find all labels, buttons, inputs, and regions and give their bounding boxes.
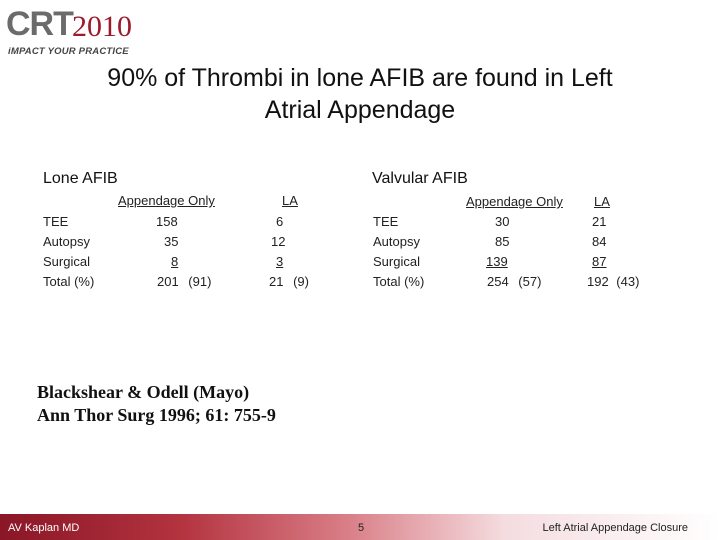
logo-year-text: 2010 xyxy=(72,10,132,43)
valvular-row-label: Autopsy xyxy=(373,234,420,249)
citation-journal: Ann Thor Surg 1996; 61: 755-9 xyxy=(37,405,276,425)
footer-topic: Left Atrial Appendage Closure xyxy=(542,522,688,534)
lone-row-label: Total (%) xyxy=(43,274,95,289)
citation xyxy=(37,381,276,427)
lone-cell-la: 6 xyxy=(276,214,284,229)
logo-crt-text: CRT xyxy=(6,5,73,43)
lone-col-appendage-header: Appendage Only xyxy=(118,193,215,208)
valvular-row-label: Surgical xyxy=(373,254,420,269)
lone-cell-appendage: 158 xyxy=(156,214,178,229)
lone-cell-appendage: 8 xyxy=(171,254,179,269)
lone-cell-appendage: 201 (91) xyxy=(157,274,212,289)
valvular-col-la-header: LA xyxy=(594,194,610,209)
valvular-row-label: TEE xyxy=(373,214,399,229)
lone-col-la-header: LA xyxy=(282,193,298,208)
lone-row-label: Autopsy xyxy=(43,234,90,249)
valvular-cell-la: 87 xyxy=(592,254,607,269)
lone-afib-heading: Lone AFIB xyxy=(43,170,118,187)
citation-authors: Blackshear & Odell (Mayo) xyxy=(37,382,250,402)
valvular-cell-appendage: 254 (57) xyxy=(487,274,542,289)
valvular-cell-la: 21 xyxy=(592,214,607,229)
crt-2010-logo xyxy=(6,6,146,58)
valvular-cell-la: 84 xyxy=(592,234,607,249)
valvular-row-label: Total (%) xyxy=(373,274,425,289)
lone-cell-appendage: 35 xyxy=(164,234,179,249)
lone-cell-la: 12 xyxy=(271,234,286,249)
valvular-cell-appendage: 30 xyxy=(495,214,510,229)
footer-page-number: 5 xyxy=(358,522,365,534)
lone-cell-la: 21 (9) xyxy=(269,274,309,289)
footer-author: AV Kaplan MD xyxy=(8,522,80,534)
lone-row-label: Surgical xyxy=(43,254,90,269)
valvular-cell-la: 192 (43) xyxy=(587,274,640,289)
lone-row-label: TEE xyxy=(43,214,69,229)
logo-tagline: iMPACT YOUR PRACTICE xyxy=(8,46,129,57)
valvular-cell-appendage: 85 xyxy=(495,234,510,249)
slide-title xyxy=(40,62,680,126)
valvular-cell-appendage: 139 xyxy=(486,254,508,269)
lone-cell-la: 3 xyxy=(276,254,284,269)
slide-title-line-1: 90% of Thrombi in lone AFIB are found in Left xyxy=(107,64,613,92)
footer-bar xyxy=(0,514,720,540)
valvular-afib-heading: Valvular AFIB xyxy=(372,170,468,187)
slide-title-line-2: Atrial Appendage xyxy=(264,96,456,124)
valvular-col-appendage-header: Appendage Only xyxy=(466,194,563,209)
